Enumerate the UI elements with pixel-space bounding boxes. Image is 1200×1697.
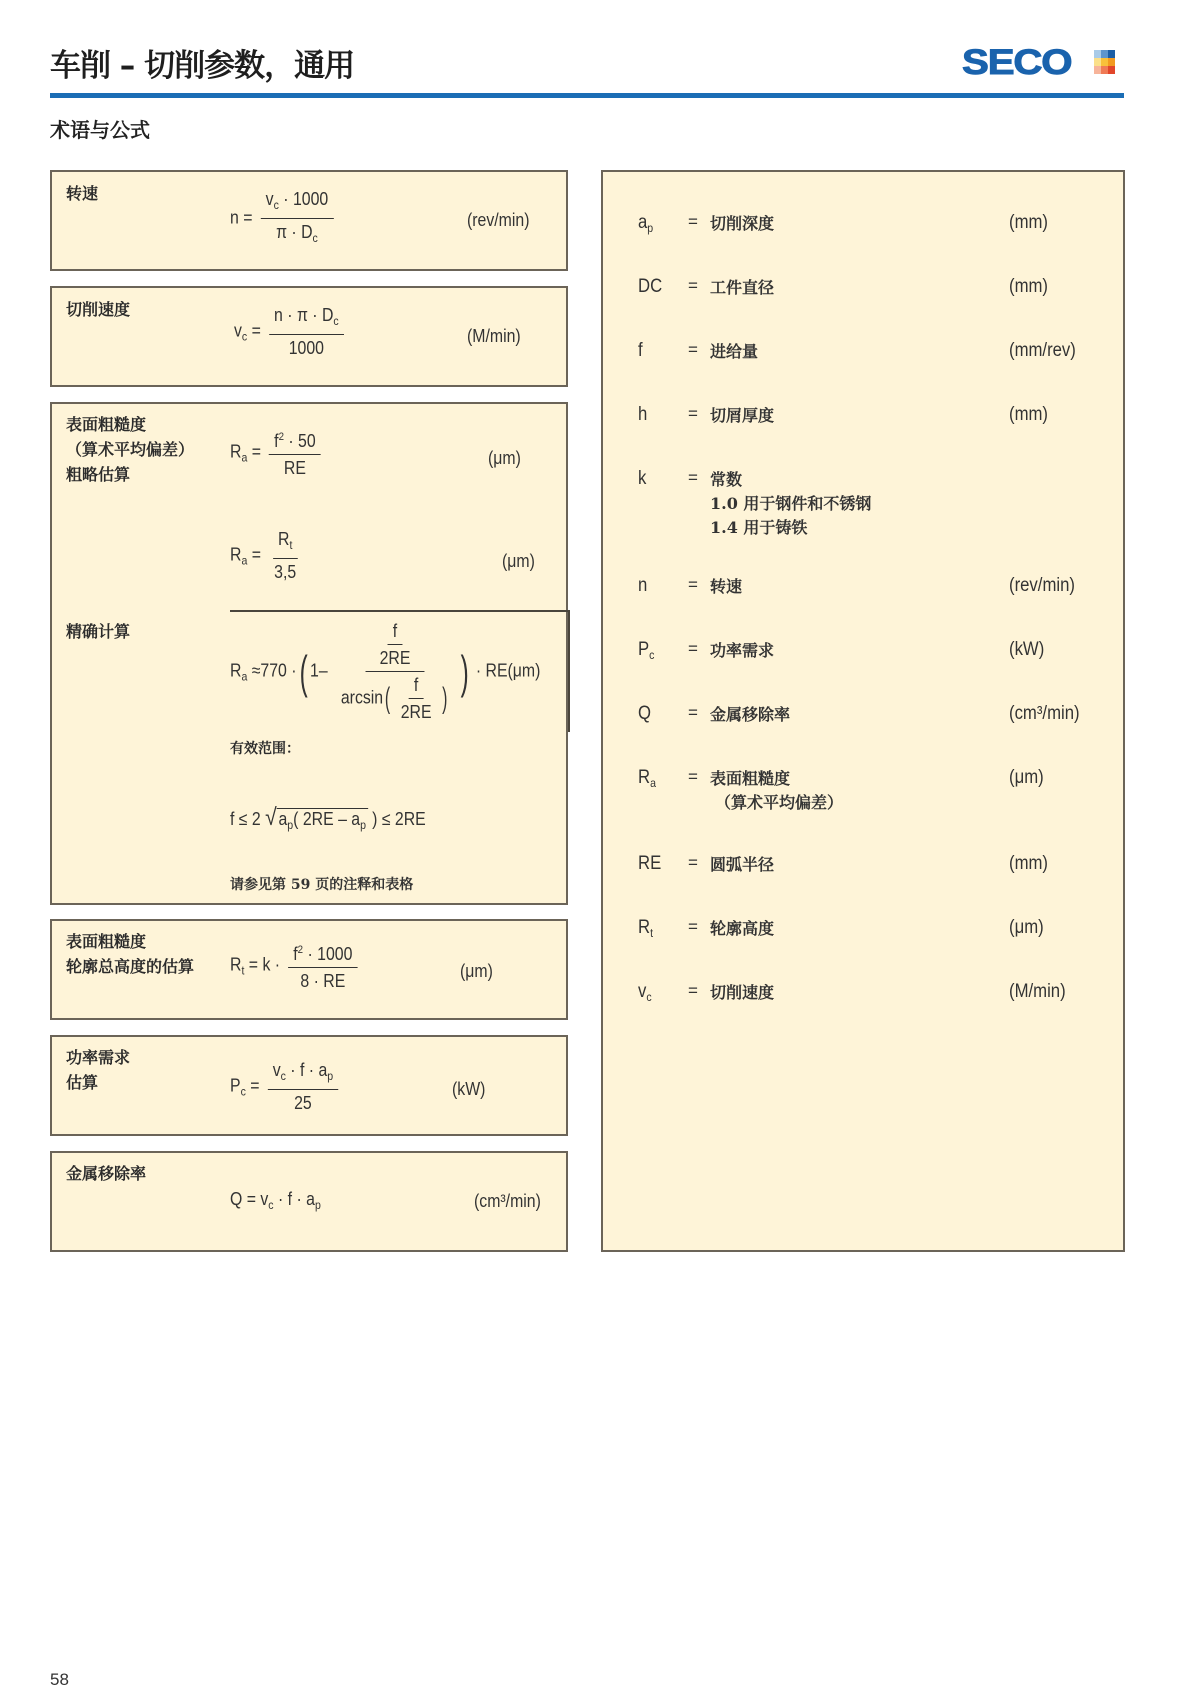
equals: = bbox=[688, 981, 698, 1000]
symbol: n bbox=[638, 575, 648, 596]
equals: = bbox=[688, 639, 698, 658]
sup: 2 bbox=[278, 431, 284, 443]
sub: p bbox=[287, 818, 294, 832]
symbol: h bbox=[638, 404, 648, 425]
definition-row bbox=[603, 981, 1123, 1005]
unit: (μm) bbox=[502, 551, 535, 571]
one-minus: 1– bbox=[310, 660, 328, 681]
unit: (mm) bbox=[1009, 212, 1048, 233]
unit: (rev/min) bbox=[467, 210, 530, 230]
r1: v bbox=[260, 1189, 269, 1209]
formula-box-metal-removal bbox=[50, 1151, 568, 1252]
eq: = bbox=[242, 1189, 261, 1209]
definition-row bbox=[603, 468, 1123, 540]
description: 切屑厚度 bbox=[710, 406, 775, 425]
sub: a bbox=[241, 669, 248, 684]
num: n · π · D bbox=[274, 305, 334, 325]
equals: = bbox=[688, 404, 698, 423]
header-rule bbox=[50, 93, 1124, 98]
unit: (cm³/min) bbox=[474, 1191, 541, 1211]
formula-speed: n = $\frac{v_c \cdot 1000}{\pi \cdot D_c}$ bbox=[230, 188, 337, 249]
mid: = k · bbox=[248, 954, 281, 975]
unit: (mm/rev) bbox=[1009, 340, 1076, 361]
formula-box-roughness bbox=[50, 402, 568, 905]
formula-valid-range: f ≤ 2 $√a_p$( $2RE - a_p$ ) ≤ 2RE bbox=[230, 804, 426, 832]
sub: t bbox=[289, 538, 293, 552]
definition-row bbox=[603, 767, 1123, 815]
unit: (μm) bbox=[460, 961, 493, 981]
num: v bbox=[265, 189, 274, 209]
equals: = bbox=[688, 575, 698, 594]
description: 功率需求 bbox=[710, 641, 775, 660]
unit: (μm) bbox=[1009, 767, 1044, 788]
formula-label-2: （算术平均偏差） bbox=[66, 440, 195, 459]
formula-box-cutting-speed bbox=[50, 286, 568, 387]
logo-color-grid-icon bbox=[1094, 50, 1115, 74]
num: f bbox=[388, 620, 403, 645]
formula-lhs: n bbox=[230, 207, 239, 228]
lhs: R bbox=[230, 660, 242, 681]
sub: p bbox=[327, 1069, 334, 1083]
equals: = bbox=[688, 853, 698, 872]
equals: = bbox=[688, 276, 698, 295]
sup: 2 bbox=[297, 944, 304, 956]
num-rest: · 1000 bbox=[303, 944, 353, 964]
description-line-3: 1.4 用于铸铁 bbox=[710, 518, 808, 537]
formula-rt bbox=[230, 939, 361, 992]
sub: a bbox=[241, 450, 248, 465]
sub: p bbox=[360, 818, 366, 832]
description: 工件直径 bbox=[710, 278, 775, 297]
sub: c bbox=[333, 314, 339, 328]
equals: = bbox=[688, 767, 698, 786]
symbol: $P_c$ bbox=[638, 639, 655, 662]
definition-row bbox=[603, 853, 1123, 877]
symbol: $R_t$ bbox=[638, 917, 654, 940]
den: 3,5 bbox=[274, 562, 297, 582]
symbol: $a_p$ bbox=[638, 212, 654, 235]
sub: t bbox=[241, 963, 245, 978]
definition-row bbox=[603, 276, 1123, 300]
tail: · RE bbox=[475, 660, 508, 681]
section-divider bbox=[230, 610, 570, 612]
symbol: Q bbox=[638, 703, 652, 724]
num-a: v bbox=[272, 1060, 281, 1080]
formula-cutting-speed: $v_c$ = $\frac{n \cdot \pi \cdot D_c}{1000}$ bbox=[234, 304, 347, 359]
unit: (μm) bbox=[1009, 917, 1044, 938]
equals: = bbox=[688, 468, 698, 487]
page-title: 车削 – 切削参数，通用 bbox=[50, 48, 355, 84]
unit: (μm) bbox=[507, 660, 541, 681]
formula-label-2: 轮廓总高度的估算 bbox=[66, 957, 195, 976]
page-number: 58 bbox=[50, 1670, 69, 1689]
definition-row bbox=[603, 639, 1123, 663]
post: ≤ 2RE bbox=[381, 809, 426, 829]
formula-ra-from-rt: $R_a$ = $\frac{R_t}{3,5}$ bbox=[230, 528, 305, 583]
symbol: f bbox=[638, 340, 643, 361]
arcsin: arcsin bbox=[340, 687, 384, 708]
r2: · f · a bbox=[273, 1189, 315, 1209]
unit: (mm) bbox=[1009, 404, 1048, 425]
description: 切削速度 bbox=[710, 983, 775, 1002]
unit: (mm) bbox=[1009, 853, 1048, 874]
formula-label-2: 估算 bbox=[66, 1073, 99, 1092]
pre: f ≤ 2 bbox=[230, 809, 261, 829]
den: 1000 bbox=[288, 338, 324, 358]
equals: = bbox=[688, 917, 698, 936]
seco-logo bbox=[962, 43, 1072, 82]
formula-label-3: 粗略估算 bbox=[66, 465, 131, 484]
unit: (M/min) bbox=[1009, 981, 1066, 1002]
lhs: Q bbox=[230, 1189, 243, 1209]
sub: c bbox=[280, 1069, 286, 1083]
formula-box-power bbox=[50, 1035, 568, 1136]
lhs: R bbox=[230, 544, 242, 565]
symbol: DC bbox=[638, 276, 663, 297]
equals: = bbox=[688, 340, 698, 359]
definition-row bbox=[603, 212, 1123, 236]
a: a bbox=[278, 809, 288, 829]
formula-metal-removal bbox=[230, 1189, 321, 1212]
symbol: RE bbox=[638, 853, 662, 874]
sub: c bbox=[268, 1198, 274, 1212]
section-subtitle: 术语与公式 bbox=[50, 118, 150, 142]
unit: (μm) bbox=[488, 448, 521, 468]
lhs: R bbox=[230, 954, 242, 975]
description-line-2: 1.0 用于钢件和不锈钢 bbox=[710, 494, 872, 513]
exact-calc-label: 精确计算 bbox=[66, 622, 131, 641]
description: 进给量 bbox=[710, 342, 759, 361]
num: f bbox=[274, 431, 279, 451]
formula-label-1: 表面粗糙度 bbox=[66, 932, 147, 951]
num-rest: · 50 bbox=[283, 431, 316, 451]
formula-label: 金属移除率 bbox=[66, 1164, 147, 1183]
den: 25 bbox=[294, 1093, 312, 1113]
sub: a bbox=[241, 553, 248, 568]
sub: p bbox=[314, 1198, 321, 1212]
sub: c bbox=[241, 329, 248, 344]
symbol: $R_a$ bbox=[638, 767, 656, 790]
den: 2RE bbox=[379, 648, 411, 668]
unit: (rev/min) bbox=[1009, 575, 1075, 596]
lhs: P bbox=[230, 1075, 241, 1096]
num: f bbox=[409, 674, 424, 699]
description: 圆弧半径 bbox=[710, 855, 775, 874]
description: 表面粗糙度 bbox=[710, 769, 791, 788]
description: 转速 bbox=[710, 577, 743, 596]
description: 切削深度 bbox=[710, 214, 775, 233]
unit: (kW) bbox=[452, 1079, 486, 1099]
unit: (cm³/min) bbox=[1009, 703, 1080, 724]
den: 8 · RE bbox=[300, 971, 346, 991]
valid-range-label: 有效范围： bbox=[230, 741, 300, 757]
description: 金属移除率 bbox=[710, 705, 791, 724]
num: f bbox=[293, 944, 298, 964]
symbol: $v_c$ bbox=[638, 981, 652, 1004]
formula-power: $P_c$ = $\frac{v_c \cdot f \cdot a_p}{25}$ bbox=[230, 1059, 342, 1114]
description: 常数 bbox=[710, 470, 743, 489]
formula-ra-rough: $R_a$ = $\frac{f^2 \cdot 50}{RE}$ bbox=[230, 426, 324, 479]
num-b: · f · a bbox=[285, 1060, 328, 1080]
close: ) bbox=[367, 809, 378, 829]
definitions-box bbox=[601, 170, 1125, 1252]
see-page-note: 请参见第 59 页的注释和表格 bbox=[230, 877, 414, 893]
logo-text: SECO bbox=[962, 43, 1072, 82]
definition-row bbox=[603, 703, 1123, 727]
unit: (M/min) bbox=[467, 326, 521, 346]
equals: = bbox=[688, 212, 698, 231]
den: RE bbox=[283, 458, 306, 478]
section-divider-vertical bbox=[568, 610, 570, 732]
lhs: v bbox=[234, 320, 242, 341]
formula-label-1: 表面粗糙度 bbox=[66, 415, 147, 434]
description-line-2: （算术平均偏差） bbox=[715, 793, 844, 812]
formula-box-profile-height bbox=[50, 919, 568, 1020]
sub: c bbox=[273, 198, 279, 212]
den: 2RE bbox=[400, 702, 432, 722]
definition-row bbox=[603, 404, 1123, 428]
definition-row bbox=[603, 340, 1123, 364]
num-rest: · 1000 bbox=[278, 189, 329, 209]
formula-ra-exact: $R_a \approx 770$ ·( 1– $\frac{f}{2RE}$ arcsin( $\frac{f}{2RE}$ ) ) · RE(μm) bbox=[230, 621, 541, 722]
definition-row bbox=[603, 917, 1123, 941]
description: 轮廓高度 bbox=[710, 919, 775, 938]
unit: (kW) bbox=[1009, 639, 1045, 660]
formula-label: 转速 bbox=[66, 184, 99, 203]
sub: c bbox=[312, 231, 318, 245]
unit: (mm) bbox=[1009, 276, 1048, 297]
definition-row bbox=[603, 575, 1123, 599]
formula-box-speed bbox=[50, 170, 568, 271]
num: R bbox=[278, 529, 290, 549]
equals: = bbox=[688, 703, 698, 722]
formula-label: 切削速度 bbox=[66, 300, 131, 319]
den: π · D bbox=[276, 222, 313, 242]
formula-label-1: 功率需求 bbox=[66, 1048, 131, 1067]
symbol: k bbox=[638, 468, 647, 489]
lhs: R bbox=[230, 441, 242, 462]
approx: ≈770 · bbox=[251, 660, 297, 681]
mid: ( 2RE – a bbox=[293, 809, 361, 829]
sub: c bbox=[240, 1084, 246, 1099]
